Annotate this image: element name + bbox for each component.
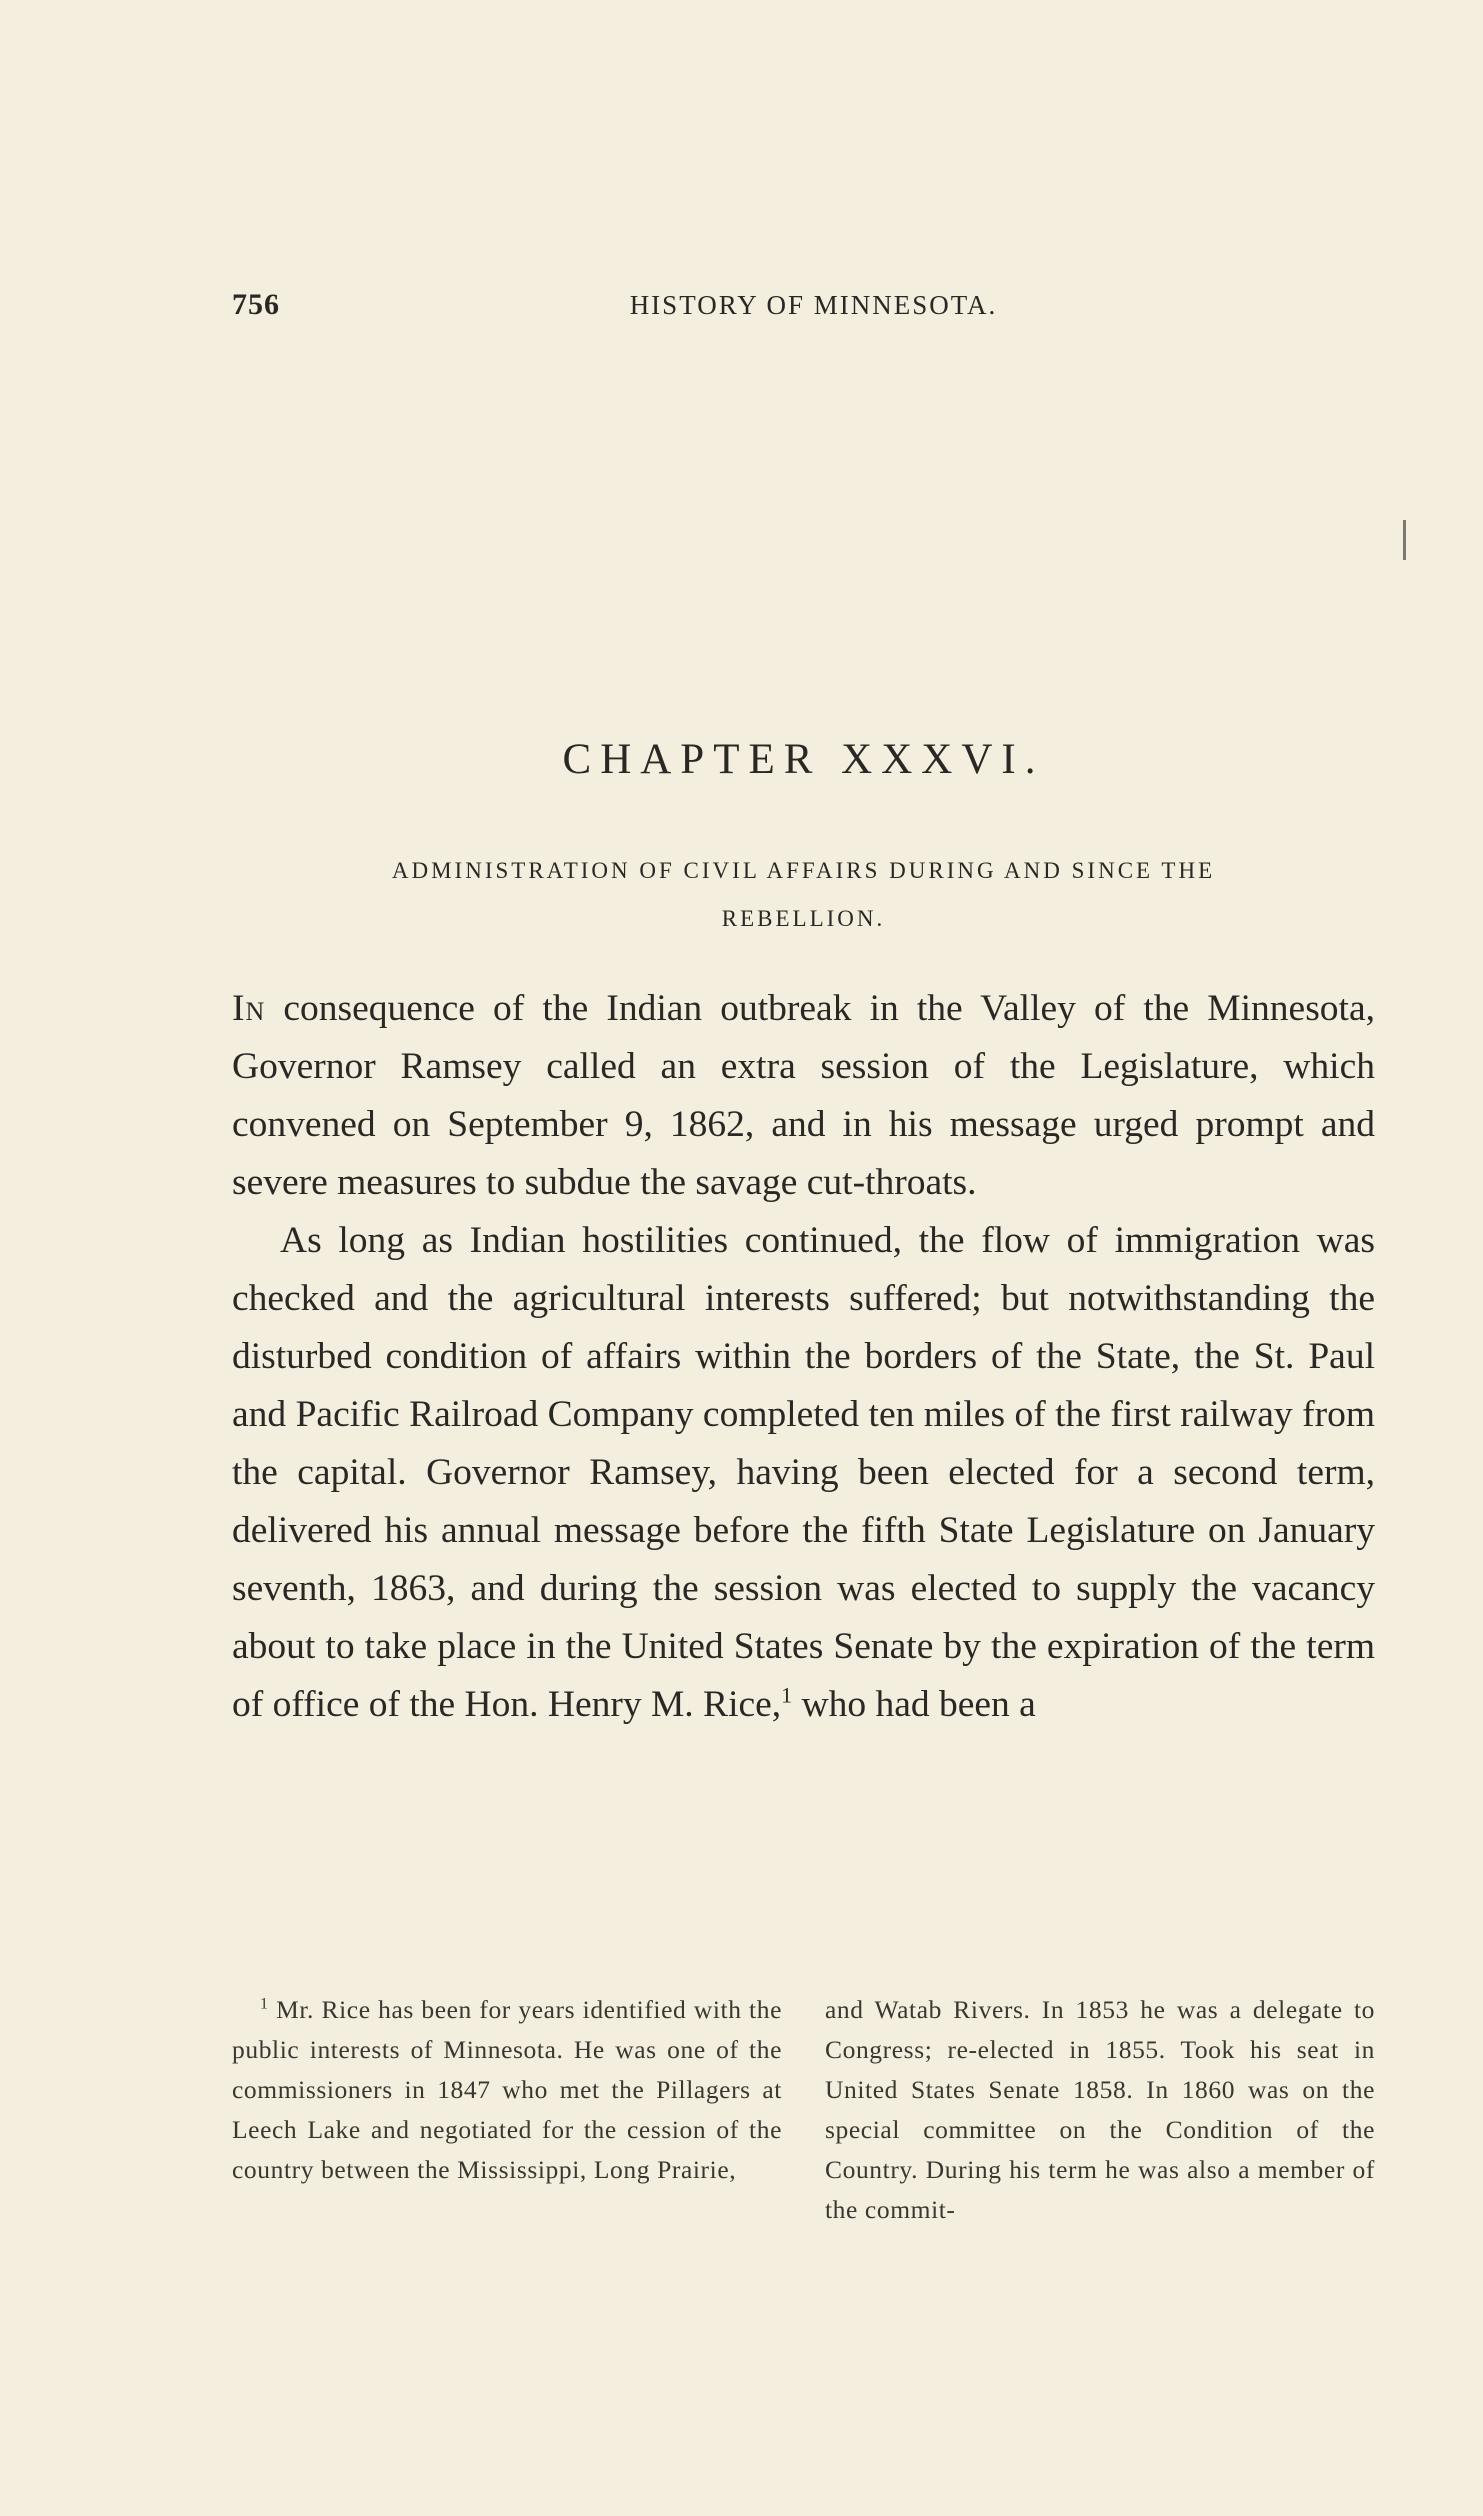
footnotes <box>232 1990 1375 2230</box>
footnote-column-2 <box>825 1990 1375 2230</box>
paragraph-1-text: consequence of the Indian outbreak in the Valley of the Minnesota, Governor Ramsey called an extra session of the Legislature, which convened on September 9, 1862, and in his message urged prompt and severe measures to subdue the savage cut-throats. <box>232 988 1375 1203</box>
chapter-title: CHAPTER XXXVI. <box>562 736 1045 783</box>
paragraph-1 <box>232 980 1375 1212</box>
footnote-marker: 1 <box>260 1995 269 2013</box>
opening-word: In <box>232 988 266 1029</box>
paragraph-2-text: As long as Indian hostilities continued, the flow of immigration was checked and the agricultural interests suffered; but notwithstanding the disturbed condition of affairs within the borders of the State, the St. Paul and Pacific Railroad Company completed ten miles of the first railway from the capital. Governor Ramsey, having been elected for a second term, delivered his annual message before the fifth State Legislature on January seventh, 1863, and during the session was elected to supply the vacancy about to take place in the United States Senate by the expiration of the term of office of the Hon. Henry M. Rice, <box>232 1220 1375 1725</box>
footnote-reference: 1 <box>781 1682 793 1708</box>
running-title: HISTORY OF MINNESOTA. <box>629 290 998 320</box>
paragraph-2-tail: who had been a <box>792 1684 1036 1725</box>
running-head <box>232 288 1375 328</box>
footnote-text-1: Mr. Rice has been for years identified with the public interests of Minnesota. He was one of the commissioners in 1847 who met the Pillagers at Leech Lake and negotiated for the cession of the country between the Mississippi, Long Prairie, <box>232 1995 782 2184</box>
page-number: 756 <box>232 288 280 321</box>
chapter-subtitle-line-2: REBELLION. <box>721 906 886 931</box>
body-text <box>232 980 1375 1734</box>
paragraph-2 <box>232 1212 1375 1734</box>
chapter-subtitle-line-1: ADMINISTRATION OF CIVIL AFFAIRS DURING AND SINCE THE <box>391 858 1216 883</box>
chapter-subtitle <box>232 847 1375 943</box>
footnote-column-1 <box>232 1990 782 2230</box>
margin-mark <box>1403 520 1406 560</box>
footnote-text-2: and Watab Rivers. In 1853 he was a delegate to Congress; re-elected in 1855. Took his seat in United States Senate 1858. In 1860 was on the special committee on the Condition of the Country. During his term he was also a member of the commit- <box>825 1995 1375 2224</box>
